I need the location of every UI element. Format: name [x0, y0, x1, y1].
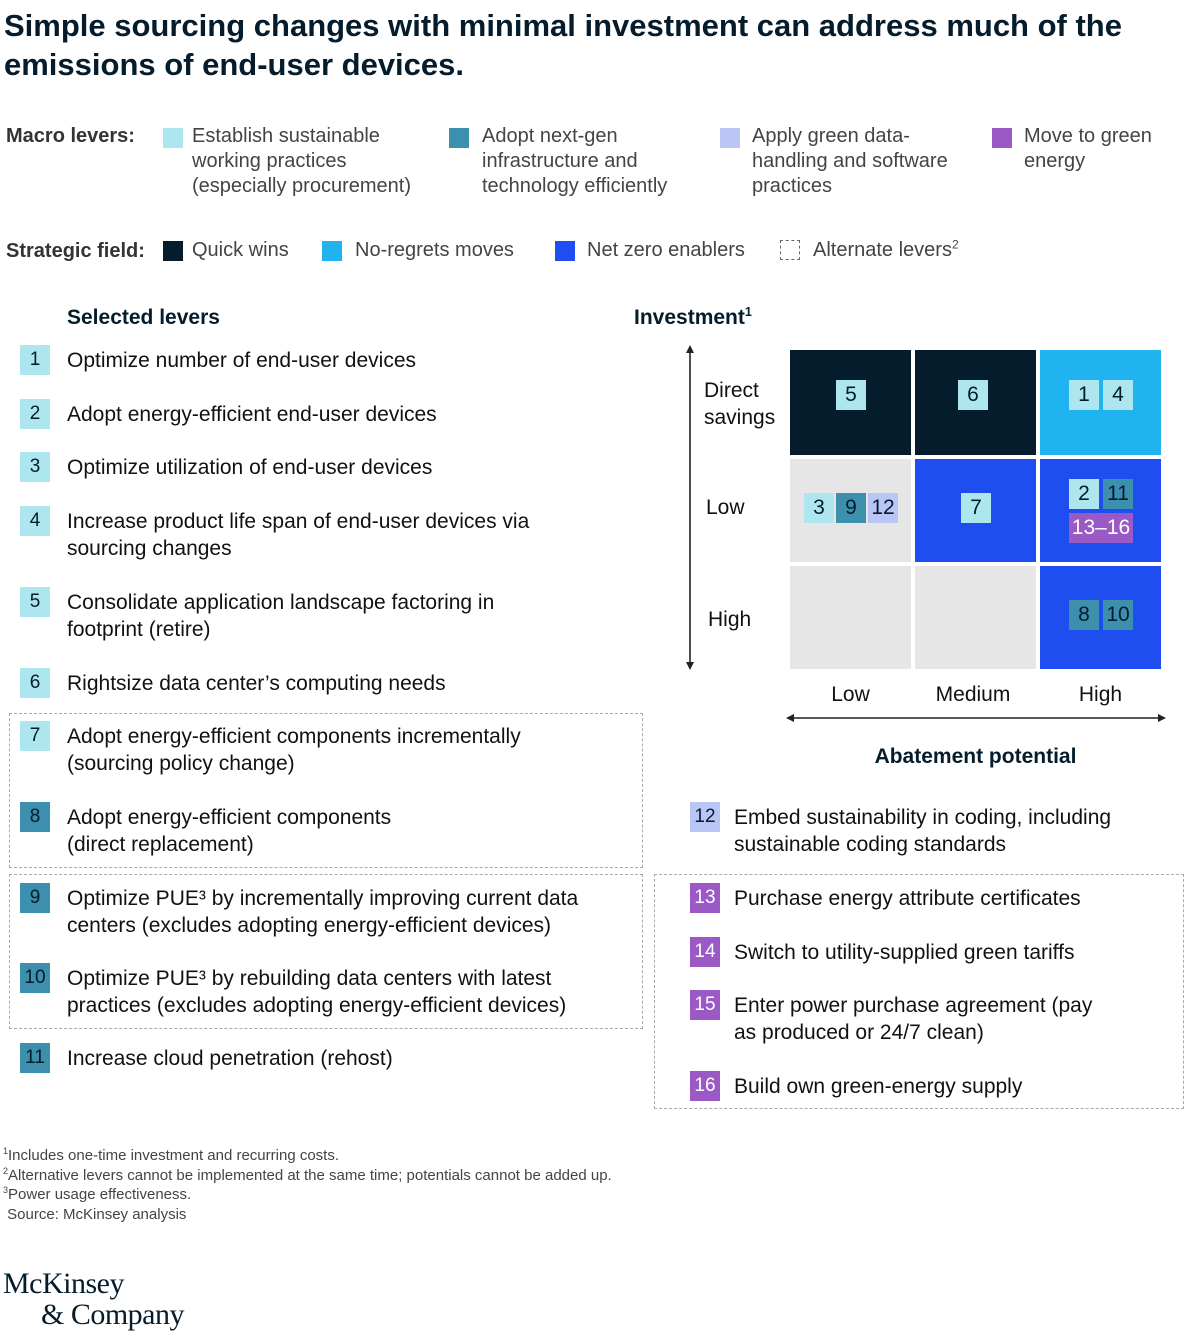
macro-levers-label: Macro levers:	[6, 125, 135, 147]
matrix-lever-chip: 10	[1103, 600, 1133, 630]
investment-axis-title: Investment$^1$	[634, 305, 752, 329]
lever-text: Increase product life span of end-user devices via sourcing changes	[67, 510, 530, 560]
matrix-lever-chip: 9	[836, 493, 866, 523]
field-legend-no-regrets: No-regrets moves	[355, 239, 514, 261]
lever-number: 10	[20, 963, 50, 993]
source-note: Source: McKinsey analysis	[3, 1205, 187, 1223]
matrix-lever-chip: 5	[836, 380, 866, 410]
matrix-lever-chip: 13–16	[1069, 513, 1133, 543]
lever-text: Optimize number of end-user devices	[67, 349, 416, 372]
footnote-3: $^3$Power usage effectiveness.	[3, 1185, 192, 1203]
matrix-lever-chip: 2	[1069, 479, 1099, 509]
field-swatch-alternate	[780, 240, 800, 260]
matrix-cell-empty	[915, 566, 1036, 669]
lever-text: Adopt energy-efficient end-user devices	[67, 403, 437, 426]
macro-swatch-data-handling	[720, 128, 740, 148]
lever-number: 2	[20, 399, 50, 429]
matrix-lever-chip: 11	[1103, 479, 1133, 509]
lever-number: 14	[690, 937, 720, 967]
selected-levers-heading: Selected levers	[67, 306, 220, 329]
macro-legend-data-handling: Apply green data- handling and software practices	[752, 125, 948, 197]
strategic-field-label: Strategic field:	[6, 240, 145, 262]
matrix-lever-chip: 7	[961, 493, 991, 523]
macro-legend-infrastructure: Adopt next-gen infrastructure and technology efficiently	[482, 125, 668, 197]
lever-text: Optimize PUE³ by incrementally improving current data centers (excludes adopting energy-efficient devices)	[67, 887, 579, 937]
lever-number: 9	[20, 883, 50, 913]
macro-legend-procurement: Establish sustainable working practices (especially procurement)	[192, 125, 411, 197]
matrix-cell-net-zero	[1040, 566, 1161, 669]
lever-text: Build own green-energy supply	[734, 1075, 1023, 1098]
macro-swatch-infrastructure	[449, 128, 469, 148]
lever-text: Optimize PUE³ by rebuilding data centers with latest practices (excludes adopting energy-efficient devices)	[67, 967, 567, 1017]
abatement-axis-title: Abatement potential	[874, 745, 1077, 768]
lever-number: 5	[20, 587, 50, 617]
lever-number: 3	[20, 452, 50, 482]
lever-text: Purchase energy attribute certificates	[734, 887, 1081, 910]
investment-axis-arrow	[680, 345, 700, 670]
matrix-lever-chip: 12	[868, 493, 898, 523]
lever-text: Adopt energy-efficient components (direct replacement)	[67, 806, 392, 856]
lever-number: 1	[20, 345, 50, 375]
field-legend-alternate: Alternate levers$^2$	[813, 237, 959, 261]
lever-text: Increase cloud penetration (rehost)	[67, 1047, 393, 1070]
macro-legend-green-energy: Move to green energy	[1024, 125, 1152, 172]
lever-text: Rightsize data center’s computing needs	[67, 672, 446, 695]
lever-number: 7	[20, 721, 50, 751]
lever-number: 11	[20, 1043, 50, 1073]
y-category-low: Low	[706, 496, 745, 519]
x-category-medium: Medium	[935, 683, 1011, 706]
matrix-cell-no-regrets	[1040, 350, 1161, 455]
lever-text: Consolidate application landscape factoring in footprint (retire)	[67, 591, 495, 641]
macro-swatch-green-energy	[992, 128, 1012, 148]
footnotes	[3, 1146, 612, 1224]
field-legend-quick-wins: Quick wins	[192, 239, 289, 261]
y-category-direct-savings: Direct savings	[704, 379, 776, 429]
abatement-axis-arrow	[786, 709, 1166, 727]
matrix-lever-chip: 3	[804, 493, 834, 523]
field-swatch-quick-wins	[163, 241, 183, 261]
lever-number: 6	[20, 668, 50, 698]
lever-text: Switch to utility-supplied green tariffs	[734, 941, 1075, 964]
lever-number: 13	[690, 883, 720, 913]
matrix-cell-empty	[790, 566, 911, 669]
lever-number: 4	[20, 506, 50, 536]
lever-number: 12	[690, 802, 720, 832]
x-category-high: High	[1078, 683, 1123, 706]
field-legend-net-zero: Net zero enablers	[587, 239, 745, 261]
y-category-high: High	[708, 608, 752, 631]
field-swatch-net-zero	[555, 241, 575, 261]
field-swatch-no-regrets	[322, 241, 342, 261]
footnote-1: $^1$Includes one-time investment and recurring costs.	[3, 1146, 340, 1164]
page-title: Simple sourcing changes with minimal investment can address much of the emissions of end-user devices.	[4, 8, 1122, 82]
lever-number: 16	[690, 1071, 720, 1101]
lever-text: Adopt energy-efficient components incrementally (sourcing policy change)	[67, 725, 521, 775]
lever-text: Enter power purchase agreement (pay as produced or 24/7 clean)	[734, 994, 1093, 1044]
matrix-lever-chip: 1	[1069, 380, 1099, 410]
macro-swatch-procurement	[163, 128, 183, 148]
lever-text: Optimize utilization of end-user devices	[67, 456, 433, 479]
footnote-2: $^2$Alternative levers cannot be implemented at the same time; potentials cannot be added up.	[3, 1165, 612, 1184]
lever-number: 15	[690, 990, 720, 1020]
lever-text: Embed sustainability in coding, including sustainable coding standards	[734, 806, 1112, 856]
matrix-cell-net-zero	[1040, 459, 1161, 562]
matrix-lever-chip: 8	[1069, 600, 1099, 630]
matrix-lever-chip: 6	[958, 380, 988, 410]
matrix-lever-chip: 4	[1103, 380, 1133, 410]
x-category-low: Low	[831, 683, 870, 706]
mckinsey-logo: McKinsey & Company	[3, 1267, 184, 1331]
lever-number: 8	[20, 802, 50, 832]
